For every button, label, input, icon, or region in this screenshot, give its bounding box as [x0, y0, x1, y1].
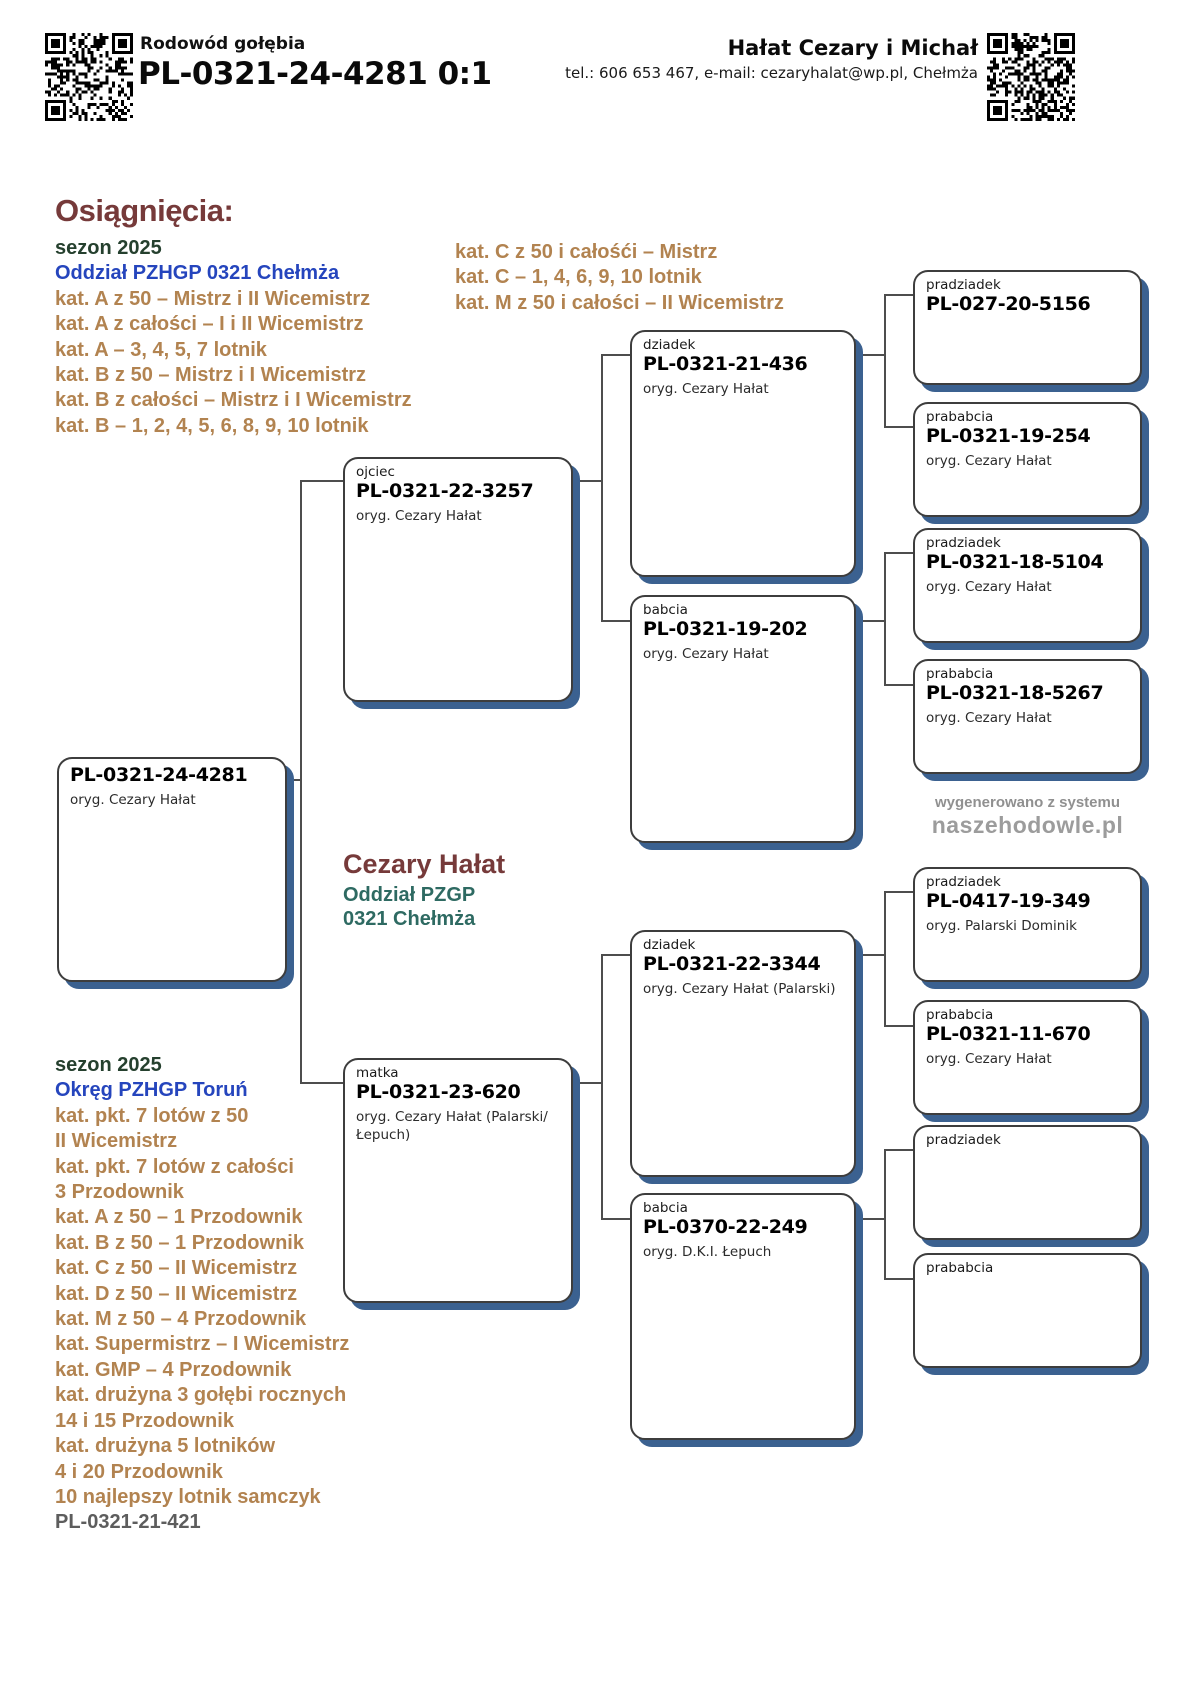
relation-label: dziadek	[643, 937, 696, 953]
season-label: sezon 2025	[55, 237, 162, 259]
connector-line	[856, 1218, 885, 1220]
relation-label: babcia	[643, 1200, 688, 1216]
connector-line	[601, 354, 630, 356]
connector-line	[287, 779, 301, 781]
division-label: Oddział PZHGP 0321 Chełmża	[55, 262, 340, 285]
connector-line	[884, 294, 886, 428]
connector-line	[884, 1149, 886, 1280]
pedigree-box-grandmother-paternal	[630, 595, 856, 843]
relation-label: dziadek	[643, 337, 696, 353]
connector-line	[884, 1278, 913, 1280]
relation-label: matka	[356, 1065, 399, 1081]
achievement-line: kat. B z całości – Mistrz i I Wicemistrz	[55, 389, 412, 412]
origin-line: oryg. Cezary Hałat	[926, 578, 1052, 595]
page-title: PL-0321-24-4281 0:1	[138, 56, 492, 92]
achievement-line: kat. B – 1, 2, 4, 5, 6, 8, 9, 10 lotnik	[55, 414, 369, 437]
achievement-line: 14 i 15 Przodownik	[55, 1409, 234, 1432]
pedigree-box-grandmother-maternal	[630, 1193, 856, 1440]
achievement-line: kat. drużyna 3 gołębi rocznych	[55, 1384, 347, 1407]
achievement-line: 10 najlepszy lotnik samczyk	[55, 1485, 321, 1508]
ring-number: PL-0370-22-249	[643, 1216, 808, 1239]
pedigree-box-greatgrandmother-2	[913, 659, 1142, 774]
ring-number: PL-0321-22-3344	[643, 953, 821, 976]
origin-line: oryg. Palarski Dominik	[926, 917, 1077, 934]
connector-line	[601, 620, 630, 622]
pedigree-box-greatgrandmother-1	[913, 402, 1142, 517]
achievements-middle-block	[455, 240, 784, 316]
achievement-line: kat. Supermistrz – I Wicemistrz	[55, 1333, 350, 1356]
connector-line	[884, 891, 913, 893]
qr-code-left	[45, 33, 133, 121]
relation-label: prababcia	[926, 666, 994, 682]
relation-label: ojciec	[356, 464, 395, 480]
relation-label: pradziadek	[926, 874, 1001, 890]
connector-line	[300, 480, 343, 482]
pedigree-box-mother	[343, 1058, 573, 1303]
connector-line	[573, 1082, 602, 1084]
relation-label: babcia	[643, 602, 688, 618]
breeder-name: Hałat Cezary i Michał	[727, 36, 978, 60]
connector-line	[300, 480, 302, 1084]
ring-number: PL-0321-23-620	[356, 1081, 521, 1104]
achievement-line: kat. A – 3, 4, 5, 7 lotnik	[55, 338, 267, 361]
connector-line	[856, 620, 885, 622]
pedigree-box-grandfather-paternal	[630, 330, 856, 577]
achievements-bottom-block	[55, 1053, 349, 1536]
connector-line	[884, 552, 886, 686]
ring-number: PL-0321-18-5104	[926, 551, 1104, 574]
watermark-site: naszehodowle.pl	[931, 812, 1124, 838]
achievement-line: kat. A z całości – I i II Wicemistrz	[55, 313, 364, 336]
ring-number: PL-0321-11-670	[926, 1023, 1091, 1046]
achievement-line: 3 Przodownik	[55, 1181, 184, 1204]
connector-line	[856, 354, 885, 356]
connector-line	[601, 1218, 630, 1220]
origin-line: oryg. Cezary Hałat	[356, 507, 482, 524]
owner-division-line2: 0321 Chełmża	[343, 908, 476, 930]
achievements-top-block	[55, 194, 412, 439]
origin-line: oryg. Cezary Hałat	[926, 452, 1052, 469]
relation-label: pradziadek	[926, 277, 1001, 293]
ring-number: PL-0417-19-349	[926, 890, 1091, 913]
pedigree-box-greatgrandfather-1	[913, 270, 1142, 385]
achievement-line: kat. A z 50 – 1 Przodownik	[55, 1206, 303, 1229]
ring-number: PL-0321-21-436	[643, 353, 808, 376]
pedigree-box-greatgrandmother-4	[913, 1253, 1142, 1368]
ring-number: PL-0321-22-3257	[356, 480, 534, 503]
ring-number: PL-0321-19-202	[643, 618, 808, 641]
breeder-contact: tel.: 606 653 467, e-mail: cezaryhalat@wp.pl, Chełmża	[565, 64, 978, 82]
achievement-line: 4 i 20 Przodownik	[55, 1460, 223, 1483]
relation-label: pradziadek	[926, 535, 1001, 551]
pedigree-box-greatgrandfather-2	[913, 528, 1142, 643]
achievements-title: Osiągnięcia:	[55, 193, 234, 228]
achievement-line: kat. pkt. 7 lotów z całości	[55, 1155, 294, 1178]
origin-line: oryg. Cezary Hałat	[926, 1050, 1052, 1067]
ring-number: PL-0321-18-5267	[926, 682, 1104, 705]
origin-line: oryg. D.K.I. Łepuch	[643, 1243, 772, 1260]
generator-watermark	[900, 793, 1155, 838]
achievement-line: kat. A z 50 – Mistrz i II Wicemistrz	[55, 287, 371, 310]
origin-line: oryg. Cezary Hałat	[926, 709, 1052, 726]
connector-line	[884, 891, 886, 1027]
pedigree-box-father	[343, 457, 573, 702]
pedigree-box-greatgrandmother-3	[913, 1000, 1142, 1115]
owner-division-line1: Oddział PZGP	[343, 884, 476, 906]
ring-number: PL-0321-24-4281	[70, 764, 248, 786]
connector-line	[300, 1082, 343, 1084]
achievement-line: kat. B z 50 – Mistrz i I Wicemistrz	[55, 364, 367, 387]
connector-line	[884, 1025, 913, 1027]
achievement-line: kat. pkt. 7 lotów z 50	[55, 1104, 249, 1127]
achievement-line: kat. C z 50 i całośći – Mistrz	[455, 241, 718, 263]
relation-label: prababcia	[926, 409, 994, 425]
ring-number: PL-027-20-5156	[926, 293, 1091, 316]
origin-line: oryg. Cezary Hałat (Palarski/Łepuch)	[356, 1108, 548, 1144]
owner-name: Cezary Hałat	[343, 849, 506, 879]
ring-number: PL-0321-19-254	[926, 425, 1091, 448]
division-label: Okręg PZHGP Toruń	[55, 1079, 248, 1102]
connector-line	[884, 684, 913, 686]
connector-line	[884, 552, 913, 554]
connector-line	[884, 294, 913, 296]
watermark-line1: wygenerowano z systemu	[934, 794, 1121, 811]
pedigree-box-greatgrandfather-3	[913, 867, 1142, 982]
connector-line	[856, 954, 885, 956]
achievement-line: kat. M z 50 i całości – II Wicemistrz	[455, 291, 784, 314]
connector-line	[601, 954, 630, 956]
connector-line	[884, 1149, 913, 1151]
origin-line: oryg. Cezary Hałat	[643, 645, 769, 662]
origin-line: oryg. Cezary Hałat	[70, 791, 196, 808]
origin-line: oryg. Cezary Hałat (Palarski)	[643, 980, 836, 997]
achievement-line: kat. B z 50 – 1 Przodownik	[55, 1231, 304, 1254]
pedigree-box-grandfather-maternal	[630, 930, 856, 1177]
achievement-line: kat. D z 50 – II Wicemistrz	[55, 1282, 298, 1305]
achievement-line: kat. C z 50 – II Wicemistrz	[55, 1257, 298, 1280]
origin-line: oryg. Cezary Hałat	[643, 380, 769, 397]
achievement-line: kat. M z 50 – 4 Przodownik	[55, 1308, 307, 1331]
pedigree-box-subject	[57, 757, 287, 982]
connector-line	[601, 354, 603, 622]
pedigree-box-greatgrandfather-4	[913, 1125, 1142, 1240]
qr-code-right	[987, 33, 1075, 121]
achievement-line: kat. drużyna 5 lotników	[55, 1435, 276, 1458]
achievement-line: kat. C – 1, 4, 6, 9, 10 lotnik	[455, 266, 702, 289]
achievement-line: II Wicemistrz	[55, 1130, 178, 1153]
document-type-label: Rodowód gołębia	[140, 34, 306, 54]
connector-line	[884, 426, 913, 428]
connector-line	[601, 954, 603, 1220]
achievement-footnote-ring: PL-0321-21-421	[55, 1511, 201, 1534]
connector-line	[573, 480, 602, 482]
relation-label: prababcia	[926, 1260, 994, 1276]
season-label: sezon 2025	[55, 1054, 162, 1076]
relation-label: prababcia	[926, 1007, 994, 1023]
achievement-line: kat. GMP – 4 Przodownik	[55, 1358, 292, 1381]
relation-label: pradziadek	[926, 1132, 1001, 1148]
owner-division	[343, 883, 475, 931]
